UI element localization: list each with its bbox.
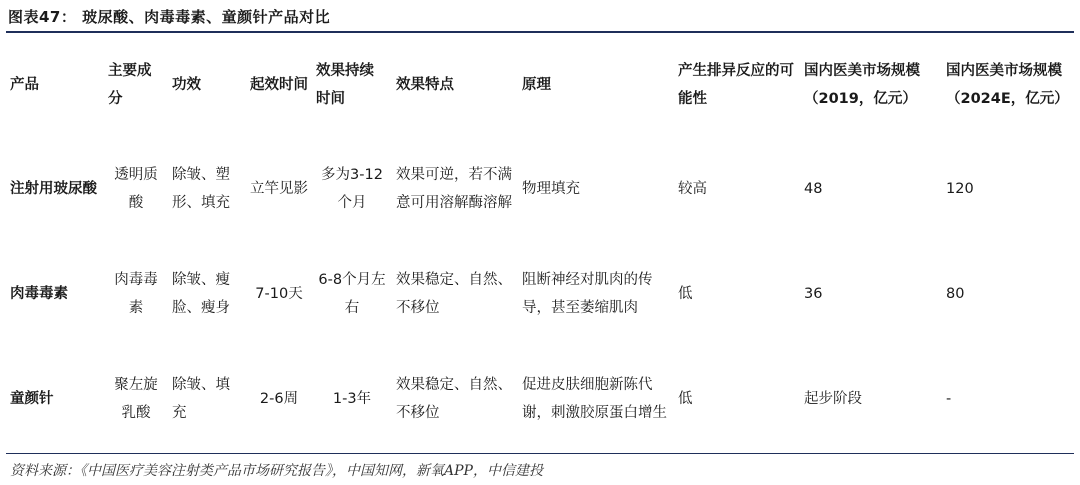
cell-features: 效果稳定、自然、不移位 — [396, 271, 512, 316]
cell-features: 效果可逆，若不满意可用溶解酶溶解 — [396, 166, 512, 211]
figure-title: 图表47： 玻尿酸、肉毒毒素、童颜针产品对比 — [8, 8, 331, 26]
table-row — [6, 136, 1074, 241]
header-market-2019: 国内医美市场规模（2019，亿元） — [804, 63, 920, 107]
cell-product: 童颜针 — [10, 390, 54, 407]
cell-principle: 物理填充 — [522, 180, 580, 197]
header-ingredient: 主要成分 — [108, 63, 152, 107]
header-market-2024e: 国内医美市场规模（2024E，亿元） — [946, 63, 1069, 107]
cell-effect: 除皱、瘦脸、瘦身 — [172, 271, 230, 316]
header-principle: 原理 — [522, 77, 551, 93]
header-features: 效果特点 — [396, 77, 454, 93]
cell-ingredient: 肉毒毒素 — [114, 271, 158, 316]
cell-effect: 除皱、塑形、填充 — [172, 166, 230, 211]
table-row — [6, 346, 1074, 451]
cell-product: 注射用玻尿酸 — [10, 180, 97, 197]
cell-rejection: 低 — [678, 390, 693, 407]
cell-onset: 立竿见影 — [250, 180, 308, 197]
source-note: 资料来源：《中国医疗美容注射类产品市场研究报告》，中国知网，新氧APP，中信建投 — [10, 463, 543, 479]
cell-rejection: 较高 — [678, 180, 707, 197]
cell-onset: 2-6周 — [259, 390, 299, 407]
header-duration: 效果持续时间 — [316, 63, 374, 107]
cell-duration: 多为3-12个月 — [321, 166, 383, 211]
header-rejection: 产生排异反应的可能性 — [678, 63, 794, 107]
cell-onset: 7-10天 — [255, 285, 303, 302]
header-onset: 起效时间 — [250, 77, 308, 93]
cell-market-2019: 36 — [804, 285, 823, 302]
cell-principle: 阻断神经对肌肉的传导，甚至萎缩肌肉 — [522, 271, 653, 316]
cell-ingredient: 聚左旋乳酸 — [114, 376, 158, 421]
cell-market-2019: 48 — [804, 180, 823, 197]
cell-market-2024e: - — [946, 390, 952, 407]
cell-duration: 1-3年 — [332, 390, 372, 407]
top-rule — [6, 31, 1074, 33]
cell-duration: 6-8个月左右 — [318, 271, 386, 316]
cell-features: 效果稳定、自然、不移位 — [396, 376, 512, 421]
header-product: 产品 — [10, 77, 39, 93]
cell-effect: 除皱、填充 — [172, 376, 230, 421]
cell-product: 肉毒毒素 — [10, 285, 68, 302]
cell-market-2024e: 120 — [946, 180, 974, 197]
cell-rejection: 低 — [678, 285, 693, 302]
header-row — [6, 34, 1074, 136]
bottom-rule — [6, 453, 1074, 454]
comparison-table — [6, 34, 1074, 451]
header-effect: 功效 — [172, 77, 201, 93]
cell-market-2019: 起步阶段 — [804, 390, 862, 407]
cell-market-2024e: 80 — [946, 285, 965, 302]
table-row — [6, 241, 1074, 346]
cell-principle: 促进皮肤细胞新陈代谢，刺激胶原蛋白增生 — [522, 376, 667, 421]
cell-ingredient: 透明质酸 — [114, 166, 158, 211]
